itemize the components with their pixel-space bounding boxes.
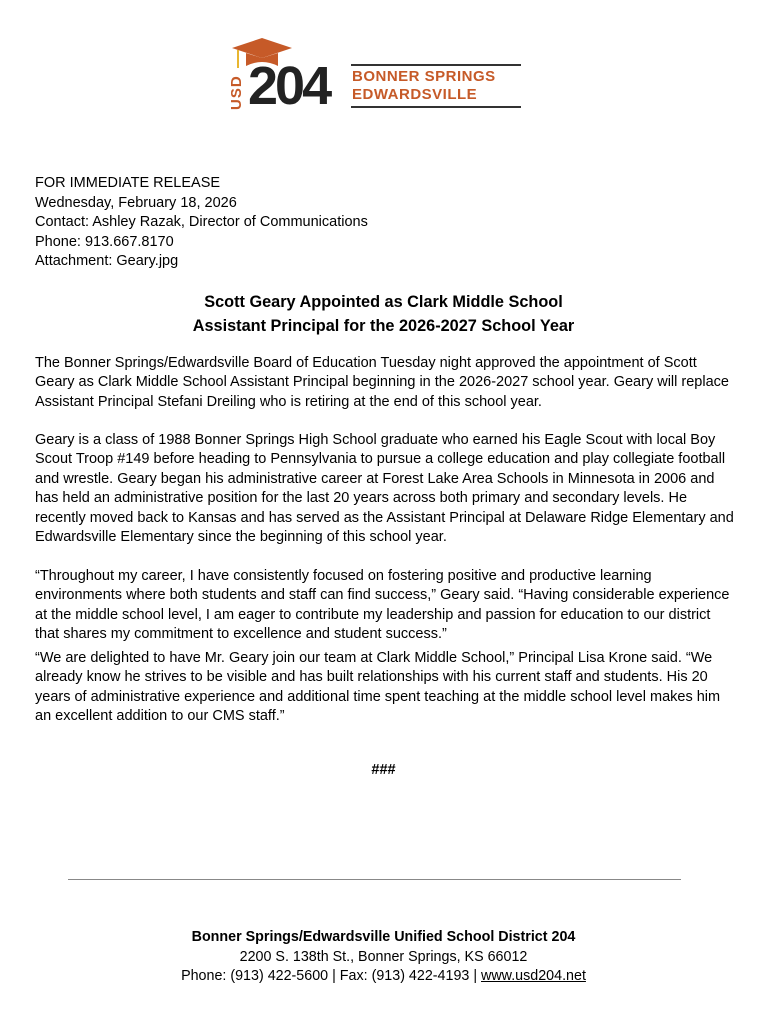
footer-phone: Phone: (913) 422-5600: [181, 968, 329, 984]
headline-line2: Assistant Principal for the 2026-2027 School Year: [192, 317, 575, 335]
logo-line2: EDWARDSVILLE: [352, 86, 478, 103]
separator: |: [328, 968, 340, 984]
website-link[interactable]: www.usd204.net: [481, 968, 586, 984]
release-attachment: Attachment: Geary.jpg: [35, 253, 179, 270]
footer-district-name: Bonner Springs/Edwardsville Unified School District 204: [191, 929, 576, 945]
paragraph: “We are delighted to have Mr. Geary join our team at Clark Middle School,” Principal Lisa Krone said. “We already know he strives to be visible and has built relationships with his current staff and students. His 20 years of administrative experience and additional time spent teaching at the middle school level makes him an excellent addition to our CMS staff.”: [35, 650, 721, 725]
release-metadata: [35, 174, 368, 272]
district-logo: [228, 38, 528, 116]
paragraph: The Bonner Springs/Edwardsville Board of Education Tuesday night approved the appointment of Scott Geary as Clark Middle School Assistant Principal beginning in the 2026-2027 school year. Geary will replace Assistant Principal Stefani Dreiling who is retiring at the end of this school year.: [35, 355, 729, 410]
logo-line1: BONNER SPRINGS: [352, 68, 496, 85]
logo-rule-top: [351, 64, 521, 66]
release-contact: Contact: Ashley Razak, Director of Communications: [35, 214, 368, 231]
footer: [0, 928, 767, 987]
headline-line1: Scott Geary Appointed as Clark Middle School: [204, 293, 563, 311]
release-status: FOR IMMEDIATE RELEASE: [35, 175, 221, 191]
release-phone: Phone: 913.667.8170: [35, 233, 174, 250]
footer-fax: Fax: (913) 422-4193: [339, 968, 470, 984]
logo-rule-bottom: [351, 106, 521, 108]
paragraph: “Throughout my career, I have consistently focused on fostering positive and productive learning environments where both students and staff can find success,” Geary said. “Having considerable experience at the middle school level, I am eager to contribute my leadership and passion for education to our district that shares my commitment to excellence and student success.”: [35, 568, 730, 643]
end-mark: ###: [371, 762, 396, 778]
footer-divider: [68, 879, 681, 880]
paragraph: Geary is a class of 1988 Bonner Springs High School graduate who earned his Eagle Scout with local Boy Scout Troop #149 before heading to Pennsylvania to pursue a college education and play collegiate football and wrestle. Geary began his administrative career at Forest Lake Area Schools in Minnesota in 2006 and has held an administrative position for the last 20 years across both primary and secondary levels. He recently moved back to Kansas and has served as the Assistant Principal at Delaware Ridge Elementary and Edwardsville Elementary since the beginning of this school year.: [35, 432, 734, 546]
headline: [0, 290, 767, 338]
footer-address: 2200 S. 138th St., Bonner Springs, KS 66012: [239, 948, 528, 965]
footer-contact-line: [0, 967, 767, 987]
separator: |: [469, 968, 482, 984]
release-date: Wednesday, February 18, 2026: [35, 194, 237, 211]
logo-number: 204: [248, 56, 330, 116]
logo-usd: USD: [228, 75, 245, 110]
